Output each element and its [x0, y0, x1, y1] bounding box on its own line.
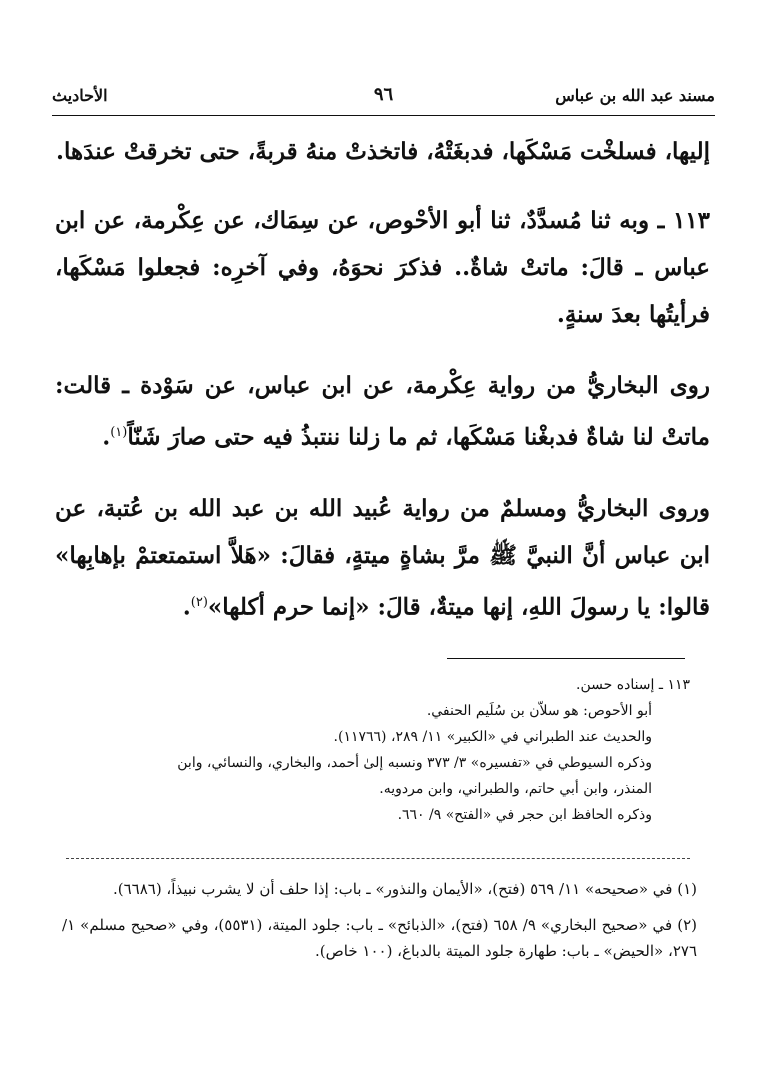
footnotes — [62, 876, 697, 974]
note-line: المنذر، وابن أبي حاتم، والطبراني، وابن مردويه. — [379, 781, 652, 797]
book-title: مسند عبد الله بن عباس — [555, 86, 715, 105]
paragraph-continuation: إليها، فسلخْت مَسْكَها، فدبغَتْهُ، فاتخذتْ منهُ قربةً، حتى تخرقتْ عندَها. — [56, 138, 710, 165]
footnote-ref-2[interactable]: (٢) — [190, 594, 208, 610]
note-line: وذكره الحافظ ابن حجر في «الفتح» ٩/ ٦٦٠. — [397, 807, 652, 823]
footnote-ref-1[interactable]: (١) — [110, 425, 128, 440]
header-divider — [52, 115, 715, 116]
running-header — [52, 84, 715, 114]
paragraph-text: وروى البخاريُّ ومسلمٌ من رواية عُبيد الله بن عبد الله بن عُتبة، عن ابن عباس أنَّ النبيَّ ﷺ مرَّ بشاةٍ ميتةٍ، فقالَ: «هَلاَّ استمتعتمْ بإهابِها» قالوا: يا رسولَ اللهِ، إنها ميتةٌ، قالَ: «إنما حرم أكلها» — [55, 494, 710, 621]
paragraph-text: روى البخاريُّ من رواية عِكْرمة، عن ابن عباس، عن سَوْدة ـ قالت: ماتتْ لنا شاةٌ فدبغْنا مَسْكَها، ثم ما زلنا ننتبذُ فيه حتى صارَ شَنّاً — [55, 372, 710, 451]
paragraph-bukhari-muslim: وروى البخاريُّ ومسلمٌ من رواية عُبيد الله بن عبد الله بن عُتبة، عن ابن عباس أنَّ النبيَّ ﷺ مرَّ بشاةٍ ميتةٍ، فقالَ: «هَلاَّ استمتعتمْ بإهابِها» قالوا: يا رسولَ اللهِ، إنها ميتةٌ، قالَ: «إنما حرم أكلها»$^{(٢)}$. — [55, 494, 710, 621]
footnotes-divider — [66, 858, 690, 859]
page-number: ٩٦ — [373, 84, 394, 105]
note-heading: ١١٣ ـ إسناده حسن. — [576, 677, 690, 693]
editor-notes — [62, 672, 690, 828]
hadith-113: ١١٣ ـ وبه ثنا مُسدَّدٌ، ثنا أبو الأحْوص، عن سِمَاك، عن عِكْرمة، عن ابن عباس ـ قالَ: ماتتْ شاةٌ.. فذكرَ نحوَهُ، وفي آخرِه: فجعلوا مَسْكَها، فرأيتُها بعدَ سنةٍ. — [55, 207, 710, 328]
note-line: أبو الأحوص: هو سلاّن بن سُلَيم الحنفي. — [426, 703, 652, 719]
footnote-2: (٢) في «صحيح البخاري» ٩/ ٦٥٨ (فتح)، «الذبائح» ـ باب: جلود الميتة، (٥٥٣١)، وفي «صحيح مسلم» ١/ ٢٧٦، «الحيض» ـ باب: طهارة جلود الميتة بالدباغ، (١٠٠ خاص). — [62, 916, 697, 960]
footnote-1: (١) في «صحيحه» ١١/ ٥٦٩ (فتح)، «الأيمان والنذور» ـ باب: إذا حلف أن لا يشرب نبيذاً، (٦٦٨٦). — [112, 880, 697, 898]
note-line: وذكره السيوطي في «تفسيره» ٣/ ٣٧٣ ونسبه إلىٰ أحمد، والبخاري، والنسائي، وابن — [177, 755, 652, 771]
note-line: والحديث عند الطبراني في «الكبير» ١١/ ٢٨٩، (١١٧٦٦). — [333, 729, 652, 745]
paragraph-bukhari-sawda: روى البخاريُّ من رواية عِكْرمة، عن ابن عباس، عن سَوْدة ـ قالت: ماتتْ لنا شاةٌ فدبغْنا مَسْكَها، ثم ما زلنا ننتبذُ فيه حتى صارَ شَنّاً$^{(١)}$. — [55, 372, 710, 451]
notes-divider — [447, 658, 685, 659]
main-text — [55, 128, 710, 654]
section-title: الأحاديث — [52, 86, 108, 105]
